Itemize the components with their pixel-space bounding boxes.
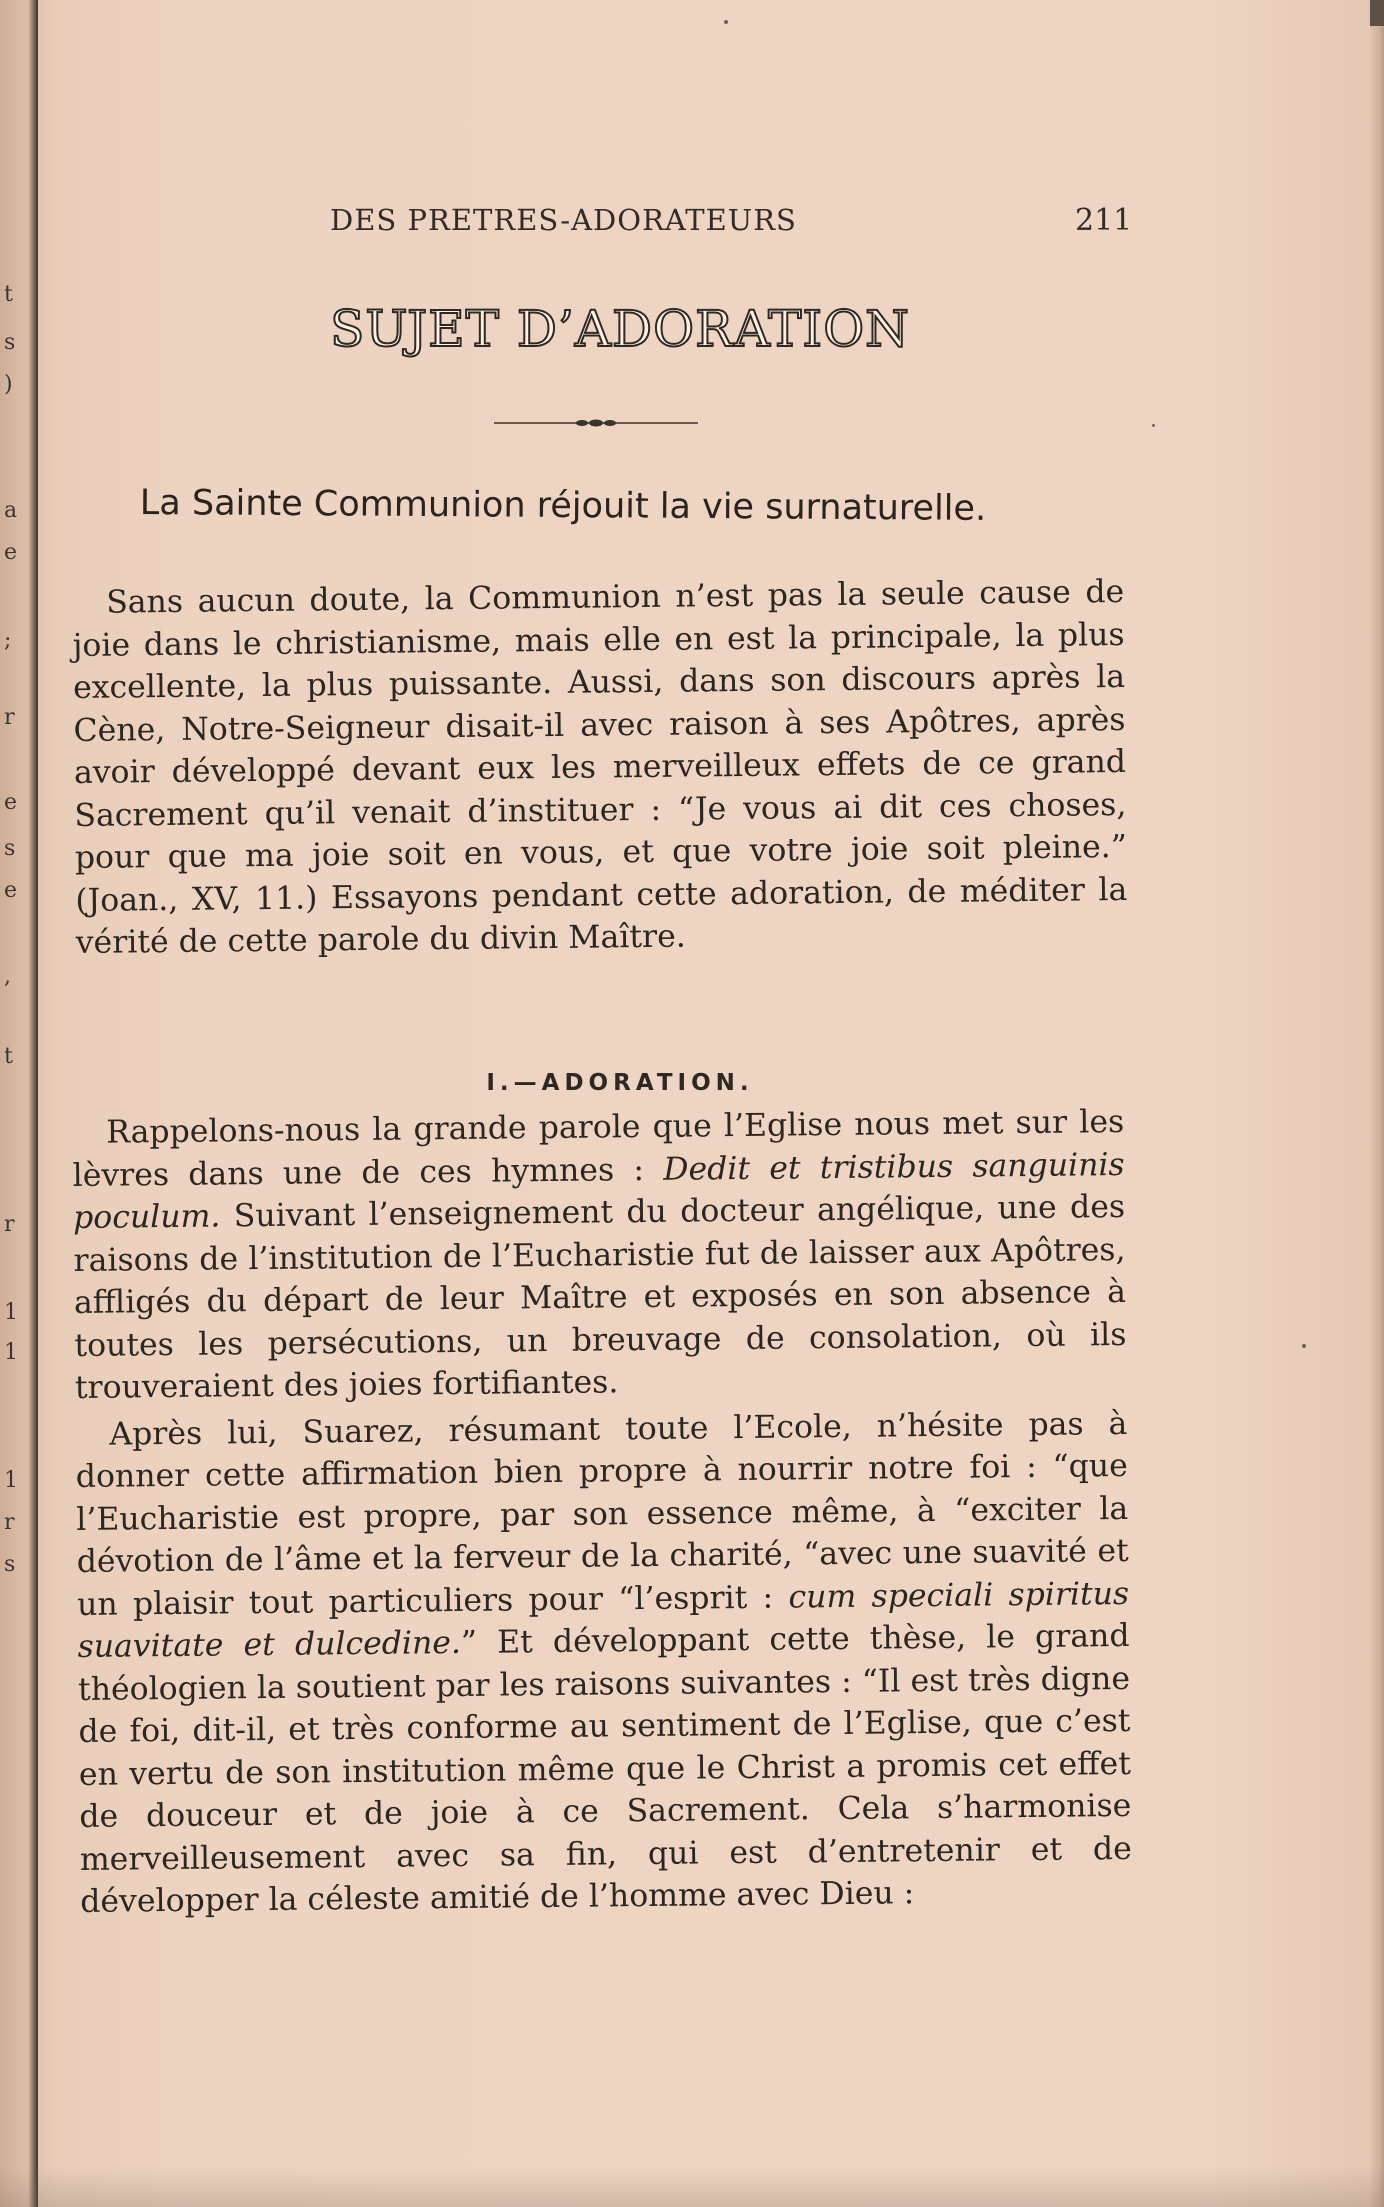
latin-quote: cum speciali spiritus suavitate et dulcedine. [77, 1575, 1130, 1665]
text-run: Après lui, Suarez, résumant toute l’Ecole, n’hésite pas à donner cette affirmation bien propre à nourrir notre foi : “que l’Eucharistie est propre, par son essence même, à “exciter la dévotion de l’âme et la ferveur de la charité, “avec une suavité et un plaisir tout particuliers pour “l’esprit : [75, 1405, 1129, 1623]
ornament-divider-icon [494, 418, 698, 428]
margin-fragment: e [4, 790, 18, 815]
margin-fragment: 1 [4, 1468, 18, 1493]
part1-text [72, 1101, 1132, 1923]
intro-text [72, 571, 1128, 964]
part-heading: I.—ADORATION. [486, 1070, 754, 1096]
part1-paragraph-1 [72, 1101, 1127, 1410]
paper-speck [1302, 1344, 1306, 1348]
margin-fragment: s [4, 330, 16, 355]
margin-fragment: r [4, 1510, 15, 1535]
page-number: 211 [1075, 203, 1133, 238]
margin-fragment: e [4, 540, 18, 565]
margin-fragment: ; [4, 628, 12, 653]
page-bottom-shadow [0, 2167, 1384, 2207]
subtitle: La Sainte Communion réjouit la vie surnaturelle. [139, 483, 987, 529]
text-run: Rappelons-nous la grande parole que l’Eglise nous met sur les lèvres dans une de ces hymnes : [72, 1103, 1125, 1194]
latin-quote: Dedit et tristibus sanguinis poculum. [72, 1146, 1125, 1236]
margin-fragment: t [4, 282, 13, 307]
paper-speck [724, 20, 728, 24]
intro-paragraph: Sans aucun doute, la Communion n’est pas la seule cause de joie dans le christianisme, mais elle en est la principale, la plus excellente, la plus puissante. Aussi, dans son discours après la Cène, Notre-Seigneur disait-il avec raison à ses Apôtres, après avoir développé devant eux les merveilleux effets de ce grand Sacrement qu’il venait d’instituer : “Je vous ai dit ces choses, pour que ma joie soit en vous, et que votre joie soit pleine.” (Joan., XV, 11.) Essayons pendant cette adoration, de méditer la vérité de cette parole du divin Maître. [72, 573, 1128, 961]
text-run: Suivant l’enseignement du docteur angélique, une des raisons de l’institution de l’Eucharistie fut de laisser aux Apôtres, affligés du départ de leur Maître et exposés en son absence à toutes les persécutions, un breuvage de consolation, où ils trouveraient des joies fortifiantes. [73, 1188, 1127, 1406]
margin-fragment: 1 [4, 1340, 18, 1365]
part1-paragraph-2 [75, 1402, 1132, 1923]
margin-fragment: s [4, 836, 16, 861]
margin-fragment: , [4, 964, 11, 989]
margin-fragment: t [4, 1044, 13, 1069]
running-title: DES PRETRES-ADORATEURS [330, 203, 797, 237]
section-title: SUJET D’ADORATION [330, 300, 910, 358]
paper-speck [1152, 424, 1155, 427]
margin-fragment: r [4, 705, 15, 730]
margin-fragment: r [4, 1212, 15, 1237]
running-header [330, 203, 1133, 243]
page-right-edge [1370, 0, 1384, 2207]
margin-fragment: a [4, 498, 18, 523]
margin-fragment: s [4, 1552, 16, 1577]
margin-fragment: 1 [4, 1300, 18, 1325]
text-run: ” Et développant cette thèse, le grand théologien la soutient par les raisons suivantes : “Il est très digne de foi, dit-il, et très conforme au sentiment de l’Eglise, que c’est en vertu de son institution même que le Christ a promis cet effet de douceur et de joie à ce Sacrement. Cela s’harmonise merveilleusement avec sa fin, qui est d’entretenir et de développer la céleste amitié de l’homme avec Dieu : [77, 1617, 1132, 1920]
margin-fragment: e [4, 878, 18, 903]
margin-fragment: ) [4, 372, 13, 397]
